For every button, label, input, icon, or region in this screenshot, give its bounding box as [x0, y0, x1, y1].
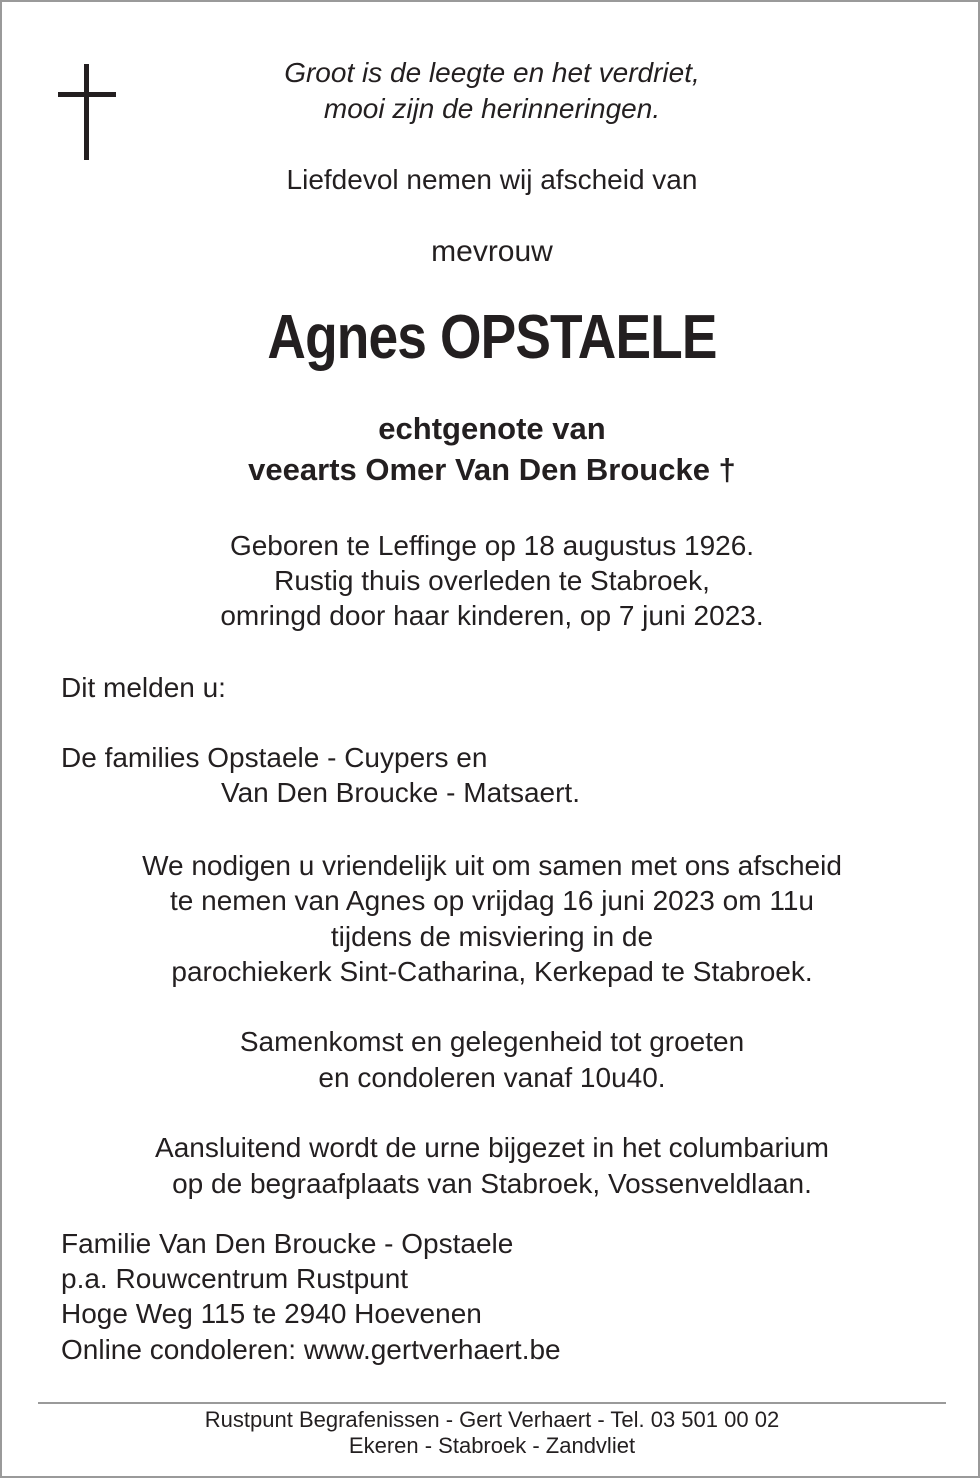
contact-line-3: Hoge Weg 115 te 2940 Hoevenen: [61, 1298, 482, 1329]
footer-divider: [38, 1402, 946, 1404]
announcers-line-2: Van Den Broucke - Matsaert.: [221, 777, 580, 808]
footer-line-2: Ekeren - Stabroek - Zandvliet: [348, 1433, 636, 1458]
verse-line-2: mooi zijn de herinneringen.: [323, 93, 661, 124]
ceremony-line-3: tijdens de misviering in de: [330, 921, 654, 952]
burial-line-2: op de begraafplaats van Stabroek, Vossenveldlaan.: [172, 1168, 812, 1199]
ceremony-line-4: parochiekerk Sint-Catharina, Kerkepad te Stabroek.: [171, 956, 813, 987]
contact-line-2: p.a. Rouwcentrum Rustpunt: [61, 1263, 409, 1294]
contact-line-1: Familie Van Den Broucke - Opstaele: [61, 1228, 514, 1259]
salutation: mevrouw: [431, 235, 553, 268]
contact-line-4: Online condoleren: www.gertverhaert.be: [61, 1334, 561, 1365]
spouse-line-1: echtgenote van: [378, 411, 606, 446]
gathering-line-1: Samenkomst en gelegenheid tot groeten: [239, 1026, 745, 1057]
burial-line-1: Aansluitend wordt de urne bijgezet in het columbarium: [155, 1132, 829, 1163]
announcers-line-1: De families Opstaele - Cuypers en: [61, 742, 488, 773]
gathering-line-2: en condoleren vanaf 10u40.: [318, 1062, 666, 1093]
spouse-line-2: veearts Omer Van Den Broucke †: [248, 452, 736, 487]
deceased-name: Agnes OPSTAELE: [267, 303, 717, 372]
ceremony-line-1: We nodigen u vriendelijk uit om samen met ons afscheid: [142, 850, 842, 881]
death-line: Rustig thuis overleden te Stabroek,: [274, 565, 710, 596]
verse-line-1: Groot is de leegte en het verdriet,: [284, 57, 700, 88]
announcers-intro: Dit melden u:: [61, 672, 226, 703]
footer-line-1: Rustpunt Begrafenissen - Gert Verhaert - Tel. 03 501 00 02: [204, 1407, 780, 1432]
ceremony-line-2: te nemen van Agnes op vrijdag 16 juni 2023 om 11u: [170, 885, 814, 916]
death-detail-line: omringd door haar kinderen, op 7 juni 2023.: [220, 600, 764, 631]
birth-line: Geboren te Leffinge op 18 augustus 1926.: [229, 530, 755, 561]
intro-text: Liefdevol nemen wij afscheid van: [286, 164, 698, 195]
